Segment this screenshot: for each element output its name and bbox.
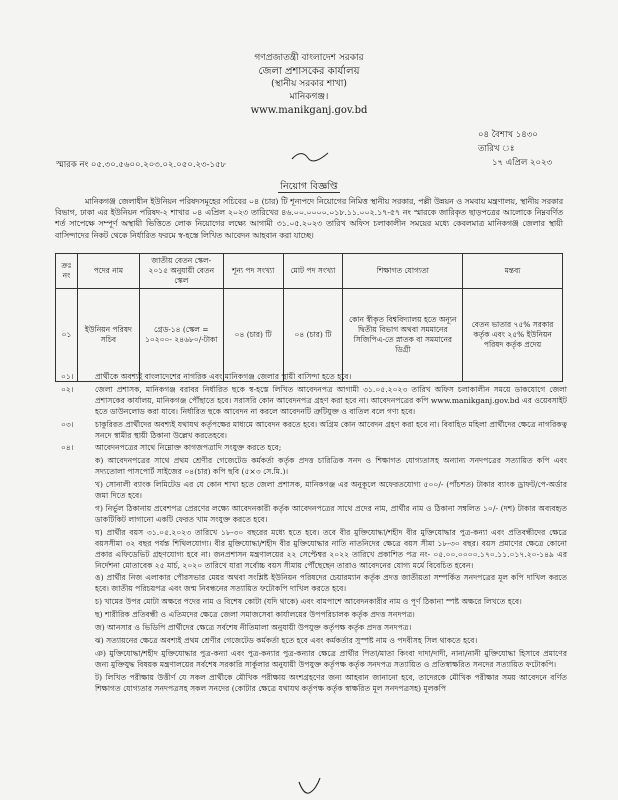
- date-block: [478, 128, 552, 170]
- item-number: ০২।: [61, 384, 74, 394]
- cell-remarks: বেতন ভাতার ৭৫% সরকার কর্তৃক এবং ২৫% ইউনিয়ন পরিষদ কর্তৃক প্রদেয়: [463, 289, 563, 382]
- conditions-list: [55, 372, 567, 696]
- office-name: জেলা প্রশাসকের কার্যালয়: [258, 66, 360, 77]
- col-total: মোট পদ সংখ্যা: [283, 254, 343, 289]
- cell-vacant: ০৪ (চার) টি: [223, 289, 283, 382]
- item-text: জেলা প্রশাসক, মানিকগঞ্জ বরাবর নির্ধারিত ছকে স্ব-হস্তে লিখিত আবেদনপত্র আগামী ৩১.০৫.২০২৩ তারিখ অফিস চলাকালীন সময়ে ডাকযোগে জেলা প্রশাসকের কার্যালয়, মানিকগঞ্জ পৌঁছাতে হবে। সরাসরি কোন আবেদনপত্র গ্রহণ করা হবে না। আবেদনপত্রের কপি www.manikganj.gov.bd এর ওয়েবসাইট হতে ডাউনলোড করা যাবে। নির্ধারিত ছকে আবেদন না করলে আবেদনটি ত্রুটিযুক্ত ও বাতিল বলে গণ্য হবে।: [95, 384, 567, 416]
- sub-item: ঘ) প্রার্থীর বয়স ৩১.০৫.২০২৩ তারিখে ১৮-৩০ বছরের মধ্যে হতে হবে। তবে বীর মুক্তিযোদ্ধা/শহীদ বীর মুক্তিযোদ্ধার পুত্র-কন্যা এবং প্রতিবন্ধীদের ক্ষেত্রে বয়সসীমা ৩২ বছর পর্যন্ত শিথিলযোগ্য। বীর মুক্তিযোদ্ধা/শহীদ বীর মুক্তিযোদ্ধার নাতি নাতনিদের ক্ষেত্রে বয়স সীমা ১৮-৩০ বছর। বয়স প্রমাণের ক্ষেত্রে কোনো প্রকার এফিডেভিট গ্রহণযোগ্য হবে না। জনপ্রশাসন মন্ত্রণালয়ের ২২ সেপ্টেম্বর ২০২২ তারিখে প্রকাশিত পত্র নং- ০৫.০০.০০০০.১৭০.১১.০১৭.২০-১৪৯ এর নির্দেশনা মোতাবেক ২৫ মার্চ, ২০২০ তারিখে যারা সর্বোচ্চ বয়স সীমায় পৌঁছেছেন তারাও আবেদনের যোগ্য মর্মে বিবেচিত হবেন।: [95, 527, 567, 570]
- handwritten-tick-mark: [296, 776, 322, 796]
- letterhead: [0, 52, 618, 117]
- col-qualification: শিক্ষাগত যোগ্যতা: [343, 254, 463, 289]
- notice-title: [0, 180, 618, 195]
- bangla-date: ০৪ বৈশাখ ১৪৩০: [478, 130, 538, 140]
- website-link[interactable]: www.manikganj.gov.bd: [250, 105, 368, 116]
- item-text: আবেদনপত্রের সাথে নিম্নোক্ত কাগজপত্রাদি সংযুক্ত করতে হবে;: [95, 443, 282, 453]
- item-number: ০১।: [61, 372, 74, 381]
- date-label: তারিখ ঃ: [478, 144, 515, 154]
- col-post: পদের নাম: [77, 254, 139, 289]
- sub-item: চ) খামের উপর মোটা অক্ষরে পদের নাম ও বিশেষ কোটা (যদি থাকে) এবং বামপাশে আবেদনকারীর নাম ও পূর্ণ ঠিকানা স্পষ্ট অক্ষরে লিখতে হবে।: [95, 597, 522, 607]
- item-text: চাকুরিরত প্রার্থীদের অবশ্যই যথাযথ কর্তৃপক্ষের মাধ্যমে আবেদন করতে হবে। অগ্রিম কোন আবেদন গ্রহণ করা হবে না। বিবাহিত মহিলা প্রার্থীদের ক্ষেত্রে নাগরিকত্ব সনদে স্বামীর স্থায়ী ঠিকানা উল্লেখ করতেহবে।: [95, 419, 567, 440]
- sub-item: ঞ) মুক্তিযোদ্ধা/শহীদ মুক্তিযোদ্ধার পুত্র-কন্যা এবং পুত্র-কন্যার পুত্র-কন্যার ক্ষেত্রে প্রার্থীর পিতা/মাতা কিংবা দাদা/দাদী, নানা/নানী মুক্তিযোদ্ধা হিসাবে প্রমাণের জন্য মুক্তিযুদ্ধ বিষয়ক মন্ত্রণালয়ের সর্বশেষ সরকারি সার্কুলার অনুযায়ী উপযুক্ত কর্তৃপক্ষ কর্তৃক সনদপত্র সত্যায়িত ও প্রতিস্বাক্ষরিত সনদের সত্যায়িত ফটোকপি।: [95, 648, 567, 669]
- sub-item: ছ) শারীরিক প্রতিবন্ধী ও এতিমদের ক্ষেত্রে জেলা সমাজসেবা কার্যালয়ের উপপরিচালক কর্তৃক প্রদত্ত সনদপত্র।: [95, 610, 415, 620]
- sub-item: খ) সোনালী ব্যাংক লিমিটেড এর যে কোন শাখা হতে জেলা প্রশাসক, মানিকগঞ্জ এর অনুকূলে অফেরতযোগ্য ৫০০/- (পাঁচশত) টাকার ব্যাংক ড্রাফট/পে-অর্ডার জমা দিতে হবে।: [95, 480, 567, 501]
- list-item: [55, 385, 567, 418]
- cell-total: ০৪ (চার) টি: [283, 289, 343, 382]
- cell-sl: ০১: [56, 289, 78, 382]
- cell-post: ইউনিয়ন পরিষদ সচিব: [77, 289, 139, 382]
- item-text: প্রার্থীকে অবশ্যই বাংলাদেশের নাগরিক এবং মানিকগঞ্জ জেলার স্থায়ী বাসিন্দা হতে হবে।: [95, 372, 352, 381]
- district-name: মানিকগঞ্জ।: [289, 92, 329, 102]
- section-name: (স্থানীয় সরকার শাখা): [271, 79, 347, 89]
- table-header-row: [56, 254, 563, 289]
- govt-title: গণপ্রজাতন্ত্রী বাংলাদেশ সরকার: [254, 53, 364, 63]
- memo-number: স্মারক নং ০৫.৩০.৫৬০০.২০৩.০২.০৫০.২৩-১৫৮: [56, 160, 227, 170]
- list-item: [55, 443, 567, 454]
- sub-item: জ) আনসার ও ভিডিপি প্রার্থীদের ক্ষেত্রে সর্বশেষ নীতিমালা অনুযায়ী উপযুক্ত কর্তৃপক্ষ কর্তৃক প্রদত্ত সনদপত্র।: [95, 623, 412, 633]
- list-item: [55, 420, 567, 442]
- list-item: [55, 372, 567, 383]
- sub-item: ঝ) সত্যায়নের ক্ষেত্রে অবশ্যই প্রথম শ্রেণীর গেজেটেড কর্মকর্তা হতে হবে এবং কর্মকর্তার সুস্পষ্ট নাম ও পদবীসহ সিল থাকতে হবে।: [95, 635, 478, 645]
- col-remarks: মন্তব্য: [463, 254, 563, 289]
- col-sl: ক্রঃ নং: [56, 254, 78, 289]
- english-date: ১৭ এপ্রিল ২০২৩: [492, 158, 553, 168]
- item-number: ০৩।: [61, 419, 74, 429]
- notice-title-text: নিয়োগ বিজ্ঞপ্তি: [280, 181, 338, 192]
- handwritten-memo-number: [290, 150, 330, 162]
- sub-item: ক) আবেদনপত্রের সাথে প্রথম শ্রেণীর গেজেটেড কর্মকর্তা কর্তৃক প্রদত্ত চারিত্রিক সনদ ও শিক্ষাগত যোগ্যতাসহ অন্যান্য সনদপত্রের সত্যায়িত কপি এবং সদ্যতোলা পাসপোর্ট সাইজের ০৪(চার) কপি ছবি (৫×৩ সে.মি.)।: [95, 456, 567, 477]
- table-row: [56, 289, 563, 382]
- item-number: ০৪।: [61, 443, 74, 453]
- sub-item: ট) লিখিত পরীক্ষায় উত্তীর্ণ যে সকল প্রার্থীকে মৌখিক পরীক্ষায় অংশগ্রহণের জন্য আহবান জানানো হবে, তাদেরকে মৌখিক পরীক্ষার সময় আবেদনে বর্ণিত শিক্ষাগত যোগ্যতার সনদপত্রসহ সকল সনদের (কোটার ক্ষেত্রে যথাযথ কর্তৃপক্ষ কর্তৃক স্বাক্ষরিত মূল সনদপত্রসহ) মূলকপি: [95, 672, 567, 693]
- sub-item: ঙ) প্রার্থীর নিজ এলাকার পৌরসভার মেয়র অথবা সংশ্লিষ্ট ইউনিয়ন পরিষদের চেয়ারম্যান কর্তৃক প্রদত্ত জাতীয়তা সম্পর্কিত সনদপত্রের মূল কপি দাখিল করতে হবে। জাতীয় পরিচয়পত্র এবং জন্ম নিবন্ধনের সত্যায়িত ফটোকপি দাখিল করতে হবে।: [95, 573, 567, 594]
- intro-paragraph: মানিকগঞ্জ জেলাধীন ইউনিয়ন পরিষদসমূহের সচিবের ০৪ (চার) টি শূন্যপদে নিয়োগের নিমিত্ত স্থানীয় সরকার, পল্লী উন্নয়ন ও সমবায় মন্ত্রণালয়, স্থানীয় সরকার বিভাগ, ঢাকা এর ইউনিয়ন পরিষদ-২ শাখার ০৪ এপ্রিল ২০২৩ তারিখের ৪৬.০০.০০০০.০১৮.১১.০০২.১৭-৫৭ নং স্মারকে জারিকৃত ছাড়পত্রের আলোকে নিম্নবর্ণিত শর্ত সাপেক্ষে সম্পূর্ণ অস্থায়ী ভিত্তিতে লোক নিয়োগের লক্ষ্যে আগামী ৩১.০৫.২০২৩ তারিখ অফিস চলাকালীন সময়ের মধ্যে কেবলমাত্র মানিকগঞ্জ জেলার স্থায়ী বাসিন্দাদের নিকট থেকে নির্ধারিত ফরমে স্ব-হস্তে লিখিত আবেদন আহবান করা যাচ্ছে।: [55, 197, 563, 240]
- col-scale: জাতীয় বেতন স্কেল- ২০১৫ অনুযায়ী বেতন স্কেল: [139, 254, 223, 289]
- cell-qualification: কোন স্বীকৃত বিশ্ববিদ্যালয় হতে অন্যূন দ্বিতীয় বিভাগ অথবা সমমানের সিজিপিএ-তে স্নাতক বা সমমানের ডিগ্রী: [343, 289, 463, 382]
- sub-item: গ) নির্ভুল ঠিকানায় প্রবেশপত্র প্রেরণের লক্ষ্যে আবেদনকারী কর্তৃক আবেদনপত্রের সাথে প্রদের নাম, প্রার্থীর নাম ও ঠিকানা সম্বলিত ১০/- (দশ) টাকার অব্যবহৃত ডাকটিকিট লাগানো একটি ফেরত খাম সংযুক্ত করতে হবে।: [95, 503, 567, 524]
- post-table: [55, 253, 563, 382]
- col-vacant: শূন্য পদ সংখ্যা: [223, 254, 283, 289]
- cell-scale: গ্রেড-১৪ (স্কেল = ১০২০০- ২৪৬৮০/-টাকা: [139, 289, 223, 382]
